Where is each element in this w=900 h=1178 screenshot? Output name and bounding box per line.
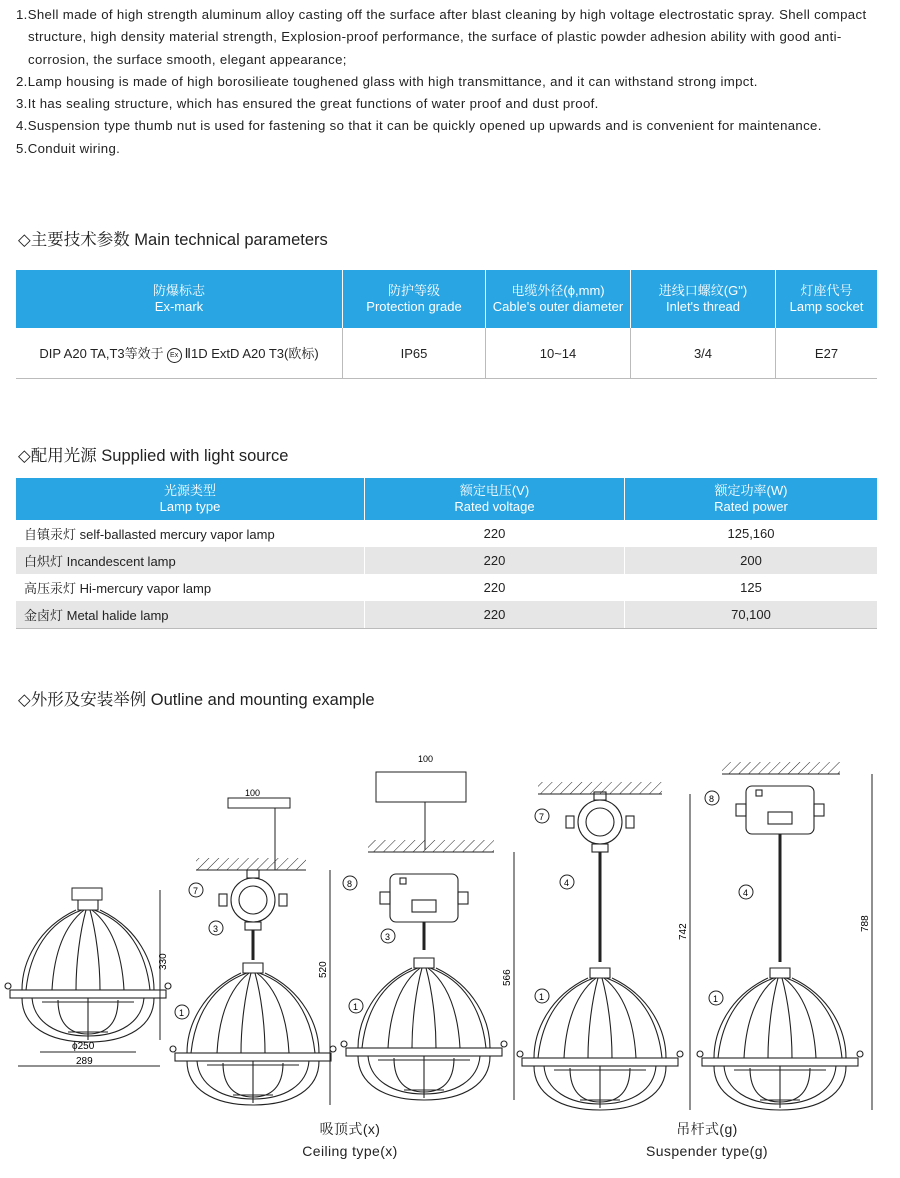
drawing-suspender-square [697, 762, 872, 1110]
params-cable: 10~14 [486, 328, 631, 379]
dim-label-566: 566 [502, 969, 513, 986]
light-header-type: 光源类型 Lamp type [16, 478, 365, 520]
callout-3-label: 3 [213, 924, 219, 934]
drawing-ceiling-round [170, 788, 336, 1105]
outline-drawings [0, 740, 900, 1120]
callout-3-label: 3 [385, 932, 391, 942]
params-header-cable: 电缆外径(ϕ,mm) Cable's outer diameter [486, 270, 631, 328]
light-table [16, 478, 877, 629]
table-row [16, 328, 877, 379]
params-exmark: DIP A20 TA,T3等效于 Ex Ⅱ1D ExtD A20 T3(欧标) [16, 328, 343, 379]
junction-box [566, 792, 634, 852]
table-row [16, 601, 877, 629]
callout-1-label: 1 [539, 992, 545, 1002]
feature-item: 3.It has sealing structure, which has ensured the great functions of water proof and dust proof. [16, 96, 599, 112]
lamp-type: 白炽灯 Incandescent lamp [16, 547, 365, 574]
lamp-voltage: 220 [365, 547, 625, 574]
dim-label-250: ϕ250 [72, 1041, 95, 1052]
lamp-type: 自镇汞灯 self-ballasted mercury vapor lamp [16, 520, 365, 547]
drawing-suspender-round [517, 782, 690, 1110]
params-header-protection: 防护等级 Protection grade [343, 270, 486, 328]
features-list [16, 4, 888, 160]
ceiling-hatch [368, 840, 494, 852]
ex-symbol-icon: Ex [167, 348, 182, 363]
params-table [16, 270, 877, 379]
drawing-lamp-dimensions [5, 888, 171, 1067]
params-header-socket: 灯座代号 Lamp socket [776, 270, 878, 328]
feature-item: 2.Lamp housing is made of high borosilieate toughened glass with high transmittance, and it can withstand strong impct. [16, 73, 758, 89]
dim-label-100a: 100 [245, 788, 261, 798]
dim-label-100b: 100 [418, 754, 434, 764]
callout-7-label: 7 [539, 812, 545, 822]
callout-1-label: 1 [353, 1002, 359, 1012]
feature-item: 5.Conduit wiring. [16, 140, 121, 156]
table-row [16, 520, 877, 547]
params-header-exmark: 防爆标志 Ex-mark [16, 270, 343, 328]
ceiling-hatch [196, 858, 306, 870]
dim-label-788: 788 [860, 915, 871, 932]
params-thread: 3/4 [631, 328, 776, 379]
lamp-power: 125 [740, 580, 762, 595]
lamp-power: 70,100 [625, 601, 878, 629]
params-header-thread: 进线口螺纹(G") Inlet's thread [631, 270, 776, 328]
table-row [16, 547, 877, 574]
callout-4-label: 4 [743, 888, 749, 898]
params-protection: IP65 [343, 328, 486, 379]
light-header-power: 额定功率(W) Rated power [625, 478, 878, 520]
table-row [16, 574, 877, 601]
callout-4-label: 4 [564, 878, 570, 888]
caption-ceiling-en: Ceiling type(x) [302, 1143, 398, 1159]
lamp-neck [72, 888, 102, 900]
callout-1-label: 1 [179, 1008, 185, 1018]
dim-label-742: 742 [678, 923, 689, 940]
ceiling-hatch [722, 762, 840, 774]
junction-box [736, 786, 824, 834]
lamp-power: 125,160 [727, 526, 775, 541]
callout-8-label: 8 [709, 794, 715, 804]
dim-label-520: 520 [318, 961, 329, 978]
caption-suspender-en: Suspender type(g) [646, 1143, 768, 1159]
caption-ceiling [270, 1118, 430, 1162]
dim-label-330: 330 [158, 953, 169, 970]
caption-suspender-cn: 吊杆式(g) [676, 1121, 738, 1137]
lamp-voltage: 220 [365, 601, 625, 629]
feature-item: 4.Suspension type thumb nut is used for fastening so that it can be quickly opened up upwards and is convenient for maintenance. [16, 118, 822, 134]
light-header-voltage: 额定电压(V) Rated voltage [365, 478, 625, 520]
callout-8-label: 8 [347, 879, 353, 889]
lamp-body [170, 963, 336, 1105]
params-socket: E27 [776, 328, 878, 379]
lamp-type: 金卤灯 Metal halide lamp [16, 601, 365, 629]
lamp-type: 高压汞灯 Hi-mercury vapor lamp [16, 574, 365, 601]
caption-ceiling-cn: 吸顶式(x) [319, 1121, 381, 1137]
mount-plate [228, 798, 290, 808]
section-title-outline: ◇外形及安装举例 Outline and mounting example [18, 691, 375, 709]
section-title-light: ◇配用光源 Supplied with light source [18, 447, 289, 465]
dim-label-289: 289 [76, 1056, 93, 1067]
caption-suspender [622, 1118, 792, 1162]
lamp-body [5, 900, 171, 1042]
lamp-voltage: 220 [365, 520, 625, 547]
callout-7-label: 7 [193, 886, 199, 896]
lamp-voltage: 220 [365, 574, 625, 601]
junction-box [380, 874, 468, 922]
lamp-body [697, 968, 863, 1110]
mount-bracket [376, 772, 466, 802]
section-title-params: ◇主要技术参数 Main technical parameters [18, 231, 328, 249]
lamp-power: 200 [625, 547, 878, 574]
feature-item: 1.Shell made of high strength aluminum alloy casting off the surface after blast cleaning by high voltage electrostatic spray. Shell compact structure, high density material strength, Explosion-proof performance, the surface of plastic powder adhesion ability with good anti-corrosion, the surface smooth, elegant appearance; [16, 7, 867, 67]
junction-box [219, 870, 287, 930]
lamp-body [341, 958, 507, 1100]
drawing-ceiling-square [341, 754, 514, 1100]
callout-1-label: 1 [713, 994, 719, 1004]
